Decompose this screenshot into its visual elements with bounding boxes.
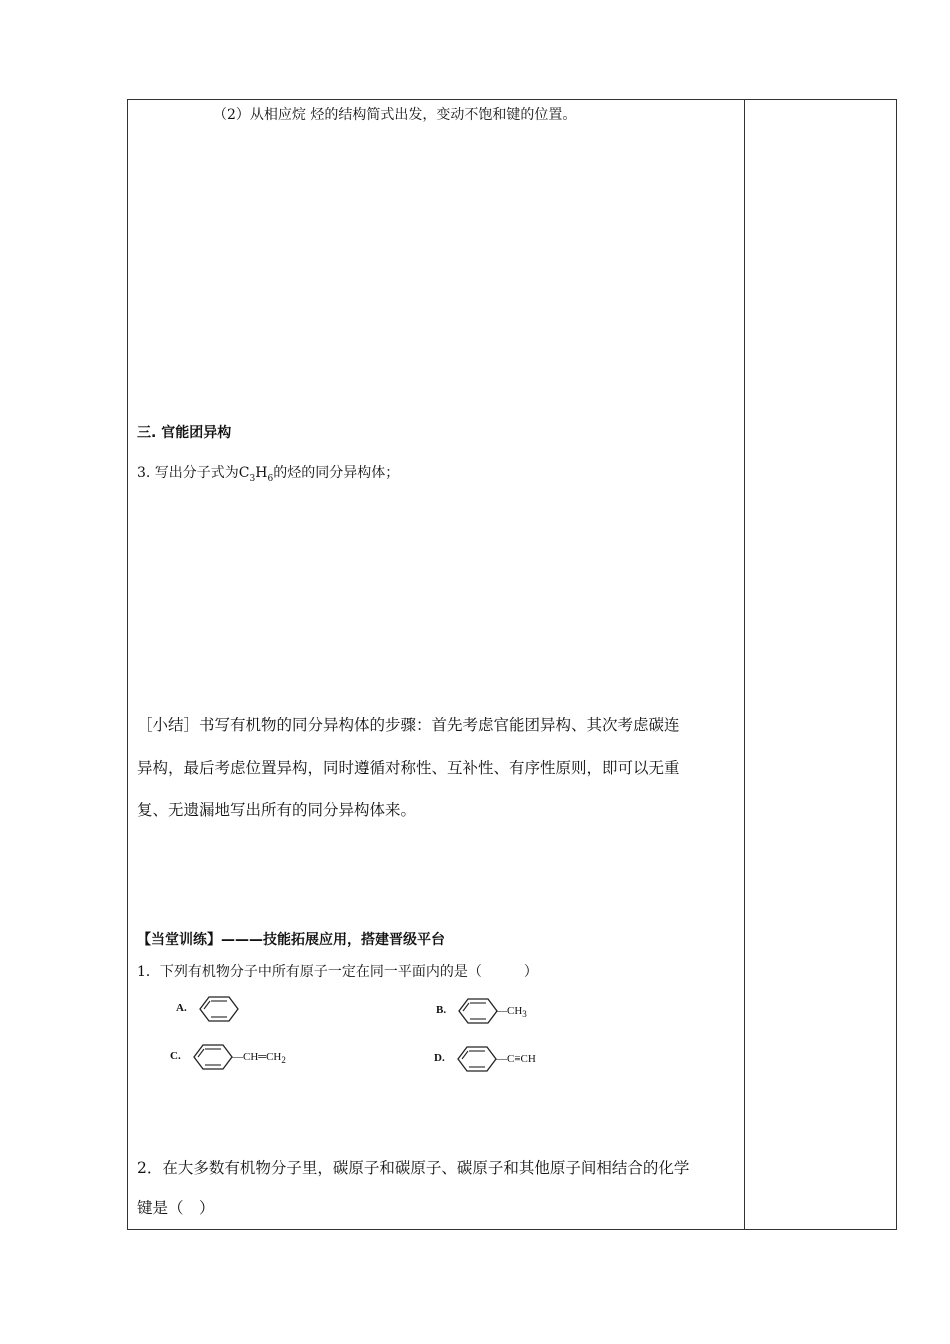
- option-b-group: $—CH_3$: [496, 1005, 527, 1020]
- benzene-ring-a: [197, 994, 241, 1024]
- option-c-group: $—CH═CH_2$: [232, 1051, 286, 1066]
- column-divider: [744, 99, 745, 1230]
- option-d-label: D.: [434, 1052, 445, 1064]
- sub-item-2: （2）从相应烷 烃的结构简式出发，变动不饱和键的位置。: [213, 107, 577, 123]
- question-2-line-2: 键是（ ）: [137, 1199, 215, 1217]
- question-2-line-1: 2．在大多数有机物分子里，碳原子和碳原子、碳原子和其他原子间相结合的化学: [137, 1159, 690, 1177]
- training-title: 【当堂训练】———技能拓展应用，搭建晋级平台: [137, 932, 445, 948]
- question-3: 3. 写出分子式为$C_3H_6$的烃的同分异构体；: [137, 465, 400, 484]
- summary-line-3: 复、无遗漏地写出所有的同分异构体来。: [137, 801, 417, 819]
- summary-line-1: ［小结］书写有机物的同分异构体的步骤：首先考虑官能团异构、其次考虑碳连: [137, 716, 680, 734]
- option-b-label: B.: [436, 1004, 447, 1016]
- section-3-title: 三. 官能团异构: [137, 425, 232, 441]
- option-a-label: A.: [176, 1002, 187, 1014]
- option-d-group: —C≡CH: [496, 1053, 536, 1065]
- option-c-label: C.: [170, 1050, 181, 1062]
- summary-line-2: 异构，最后考虑位置异构，同时遵循对称性、互补性、有序性原则，即可以无重: [137, 759, 680, 777]
- question-1: 1．下列有机物分子中所有原子一定在同一平面内的是（ ）: [137, 964, 538, 980]
